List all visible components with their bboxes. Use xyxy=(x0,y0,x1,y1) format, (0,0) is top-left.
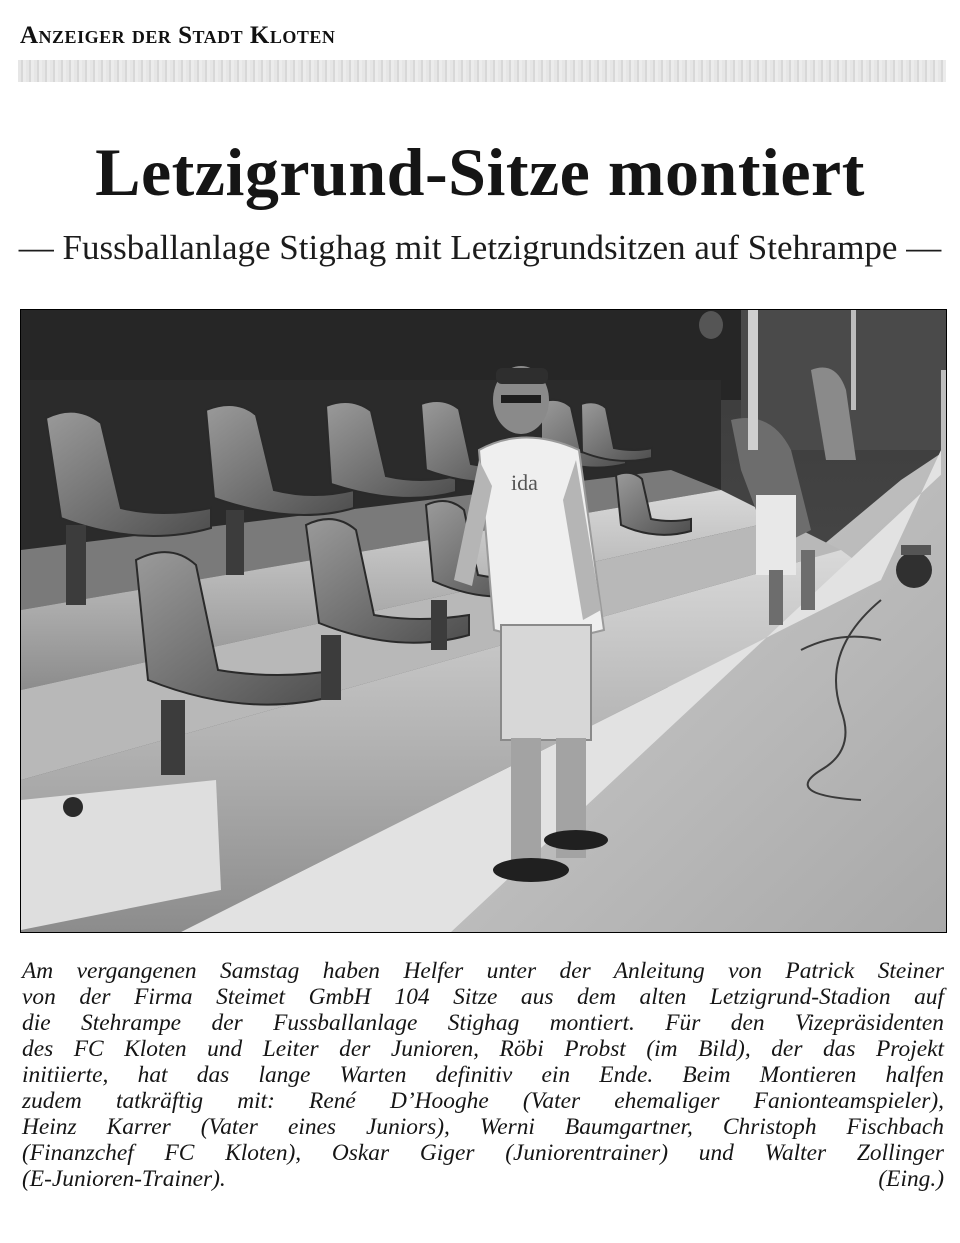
caption-line: die Stehrampe der Fussballanlage Stighag montiert. Für den Vizepräsidenten xyxy=(22,1010,944,1036)
caption-line: (E-Junioren-Trainer). xyxy=(22,1166,226,1192)
header-rule xyxy=(18,60,946,82)
caption-line: des FC Kloten und Leiter der Junioren, Röbi Probst (im Bild), der das Projekt xyxy=(22,1036,944,1062)
caption-line: zudem tatkräftig mit: René D’Hooghe (Vater ehemaliger Fanionteamspieler), xyxy=(22,1088,944,1114)
masthead: Anzeiger der Stadt Kloten xyxy=(20,22,336,49)
caption-line: Heinz Karrer (Vater eines Juniors), Werni Baumgartner, Christoph Fischbach xyxy=(22,1114,944,1140)
caption-signature: (Eing.) xyxy=(878,1166,944,1192)
photo-caption xyxy=(22,958,944,1192)
caption-line: (Finanzchef FC Kloten), Oskar Giger (Juniorentrainer) und Walter Zollinger xyxy=(22,1140,944,1166)
caption-line: Am vergangenen Samstag haben Helfer unter der Anleitung von Patrick Steiner xyxy=(22,958,944,984)
headline: Letzigrund-Sitze montiert xyxy=(95,134,865,210)
subheadline: — Fussballanlage Stighag mit Letzigrundsitzen auf Stehrampe — xyxy=(18,228,942,267)
caption-last-line xyxy=(22,1166,944,1192)
photo-illustration xyxy=(21,310,946,932)
shirt-print: ida xyxy=(511,470,538,495)
caption-line: von der Firma Steimet GmbH 104 Sitze aus dem alten Letzigrund-Stadion auf xyxy=(22,984,944,1010)
article-photo xyxy=(20,309,947,933)
caption-line: initiierte, hat das lange Warten definitiv ein Ende. Beim Montieren halfen xyxy=(22,1062,944,1088)
